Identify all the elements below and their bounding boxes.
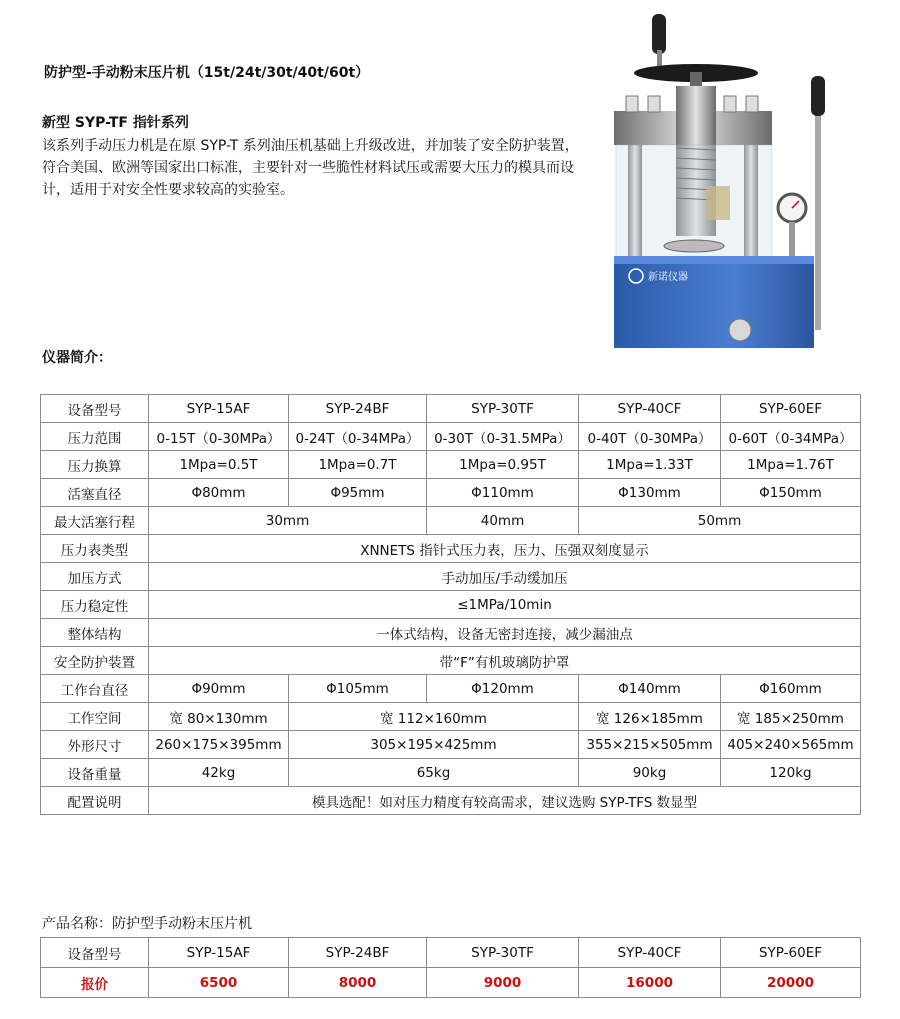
price-cell: 8000 — [289, 968, 427, 998]
gauge-cell: XNNETS 指针式压力表，压力、压强双刻度显示 — [149, 535, 861, 563]
table-row — [41, 938, 861, 968]
row-label: 加压方式 — [41, 563, 149, 591]
product-name: 产品名称：防护型手动粉末压片机 — [42, 916, 252, 932]
size-cell: 260×175×395mm — [149, 731, 289, 759]
price-cell: 20000 — [721, 968, 861, 998]
row-label: 压力表类型 — [41, 535, 149, 563]
table-row — [41, 479, 861, 507]
section-title: 仪器简介： — [42, 350, 112, 366]
size-cell: 355×215×505mm — [579, 731, 721, 759]
config-cell: 模具选配！如对压力精度有较高需求，建议选购 SYP-TFS 数显型 — [149, 787, 861, 815]
row-label: 压力换算 — [41, 451, 149, 479]
table-row — [41, 563, 861, 591]
table-row — [41, 731, 861, 759]
range-cell: 0-24T（0-34MPa） — [289, 423, 427, 451]
model-cell: SYP-60EF — [721, 395, 861, 423]
size-cell: 305×195×425mm — [289, 731, 579, 759]
worktable-cell: Φ140mm — [579, 675, 721, 703]
row-label: 设备型号 — [41, 395, 149, 423]
press-machine-image — [606, 8, 846, 348]
model-cell: SYP-24BF — [289, 395, 427, 423]
space-cell: 宽 112×160mm — [289, 703, 579, 731]
model-cell: SYP-30TF — [427, 395, 579, 423]
table-row — [41, 968, 861, 998]
table-row — [41, 675, 861, 703]
row-label: 整体结构 — [41, 619, 149, 647]
table-row — [41, 395, 861, 423]
table-row — [41, 703, 861, 731]
stroke-cell: 40mm — [427, 507, 579, 535]
row-label: 设备重量 — [41, 759, 149, 787]
weight-cell: 120kg — [721, 759, 861, 787]
row-label: 设备型号 — [41, 938, 149, 968]
table-row — [41, 535, 861, 563]
model-cell: SYP-60EF — [721, 938, 861, 968]
row-label: 工作空间 — [41, 703, 149, 731]
stroke-cell: 50mm — [579, 507, 861, 535]
piston-cell: Φ95mm — [289, 479, 427, 507]
conversion-cell: 1Mpa=0.5T — [149, 451, 289, 479]
table-row — [41, 759, 861, 787]
model-cell: SYP-40CF — [579, 395, 721, 423]
table-row — [41, 591, 861, 619]
weight-cell: 90kg — [579, 759, 721, 787]
range-cell: 0-40T（0-30MPa） — [579, 423, 721, 451]
method-cell: 手动加压/手动缓加压 — [149, 563, 861, 591]
conversion-cell: 1Mpa=0.7T — [289, 451, 427, 479]
page-title: 防护型-手动粉末压片机（15t/24t/30t/40t/60t） — [44, 65, 370, 81]
space-cell: 宽 80×130mm — [149, 703, 289, 731]
table-row — [41, 787, 861, 815]
range-cell: 0-15T（0-30MPa） — [149, 423, 289, 451]
range-cell: 0-60T（0-34MPa） — [721, 423, 861, 451]
piston-cell: Φ150mm — [721, 479, 861, 507]
conversion-cell: 1Mpa=1.76T — [721, 451, 861, 479]
row-label: 配置说明 — [41, 787, 149, 815]
price-cell: 16000 — [579, 968, 721, 998]
series-title: 新型 SYP-TF 指针系列 — [42, 115, 189, 131]
size-cell: 405×240×565mm — [721, 731, 861, 759]
weight-cell: 65kg — [289, 759, 579, 787]
range-cell: 0-30T（0-31.5MPa） — [427, 423, 579, 451]
piston-cell: Φ110mm — [427, 479, 579, 507]
worktable-cell: Φ90mm — [149, 675, 289, 703]
model-cell: SYP-15AF — [149, 395, 289, 423]
piston-cell: Φ130mm — [579, 479, 721, 507]
table-row — [41, 451, 861, 479]
price-cell: 6500 — [149, 968, 289, 998]
row-label: 压力稳定性 — [41, 591, 149, 619]
conversion-cell: 1Mpa=1.33T — [579, 451, 721, 479]
table-row — [41, 619, 861, 647]
table-row — [41, 647, 861, 675]
machine-logo-text: 新诺仪器 — [648, 272, 688, 283]
worktable-cell: Φ160mm — [721, 675, 861, 703]
price-label: 报价 — [41, 968, 149, 998]
structure-cell: 一体式结构，设备无密封连接，减少漏油点 — [149, 619, 861, 647]
spec-table — [40, 394, 861, 815]
worktable-cell: Φ105mm — [289, 675, 427, 703]
table-row — [41, 507, 861, 535]
row-label: 安全防护装置 — [41, 647, 149, 675]
row-label: 外形尺寸 — [41, 731, 149, 759]
model-cell: SYP-40CF — [579, 938, 721, 968]
model-cell: SYP-24BF — [289, 938, 427, 968]
row-label: 压力范围 — [41, 423, 149, 451]
worktable-cell: Φ120mm — [427, 675, 579, 703]
product-description: 该系列手动压力机是在原 SYP-T 系列油压机基础上升级改进，并加装了安全防护装置，符合美国、欧洲等国家出口标准，主要针对一些脆性材料试压或需要大压力的模具而设计，适用于对安全性要求较高的实验室。 — [42, 138, 579, 198]
model-cell: SYP-15AF — [149, 938, 289, 968]
space-cell: 宽 126×185mm — [579, 703, 721, 731]
space-cell: 宽 185×250mm — [721, 703, 861, 731]
safety-cell: 带“F”有机玻璃防护罩 — [149, 647, 861, 675]
stability-cell: ≤1MPa/10min — [149, 591, 861, 619]
weight-cell: 42kg — [149, 759, 289, 787]
model-cell: SYP-30TF — [427, 938, 579, 968]
table-row — [41, 423, 861, 451]
conversion-cell: 1Mpa=0.95T — [427, 451, 579, 479]
price-cell: 9000 — [427, 968, 579, 998]
piston-cell: Φ80mm — [149, 479, 289, 507]
row-label: 最大活塞行程 — [41, 507, 149, 535]
stroke-cell: 30mm — [149, 507, 427, 535]
row-label: 活塞直径 — [41, 479, 149, 507]
row-label: 工作台直径 — [41, 675, 149, 703]
price-table — [40, 937, 861, 998]
